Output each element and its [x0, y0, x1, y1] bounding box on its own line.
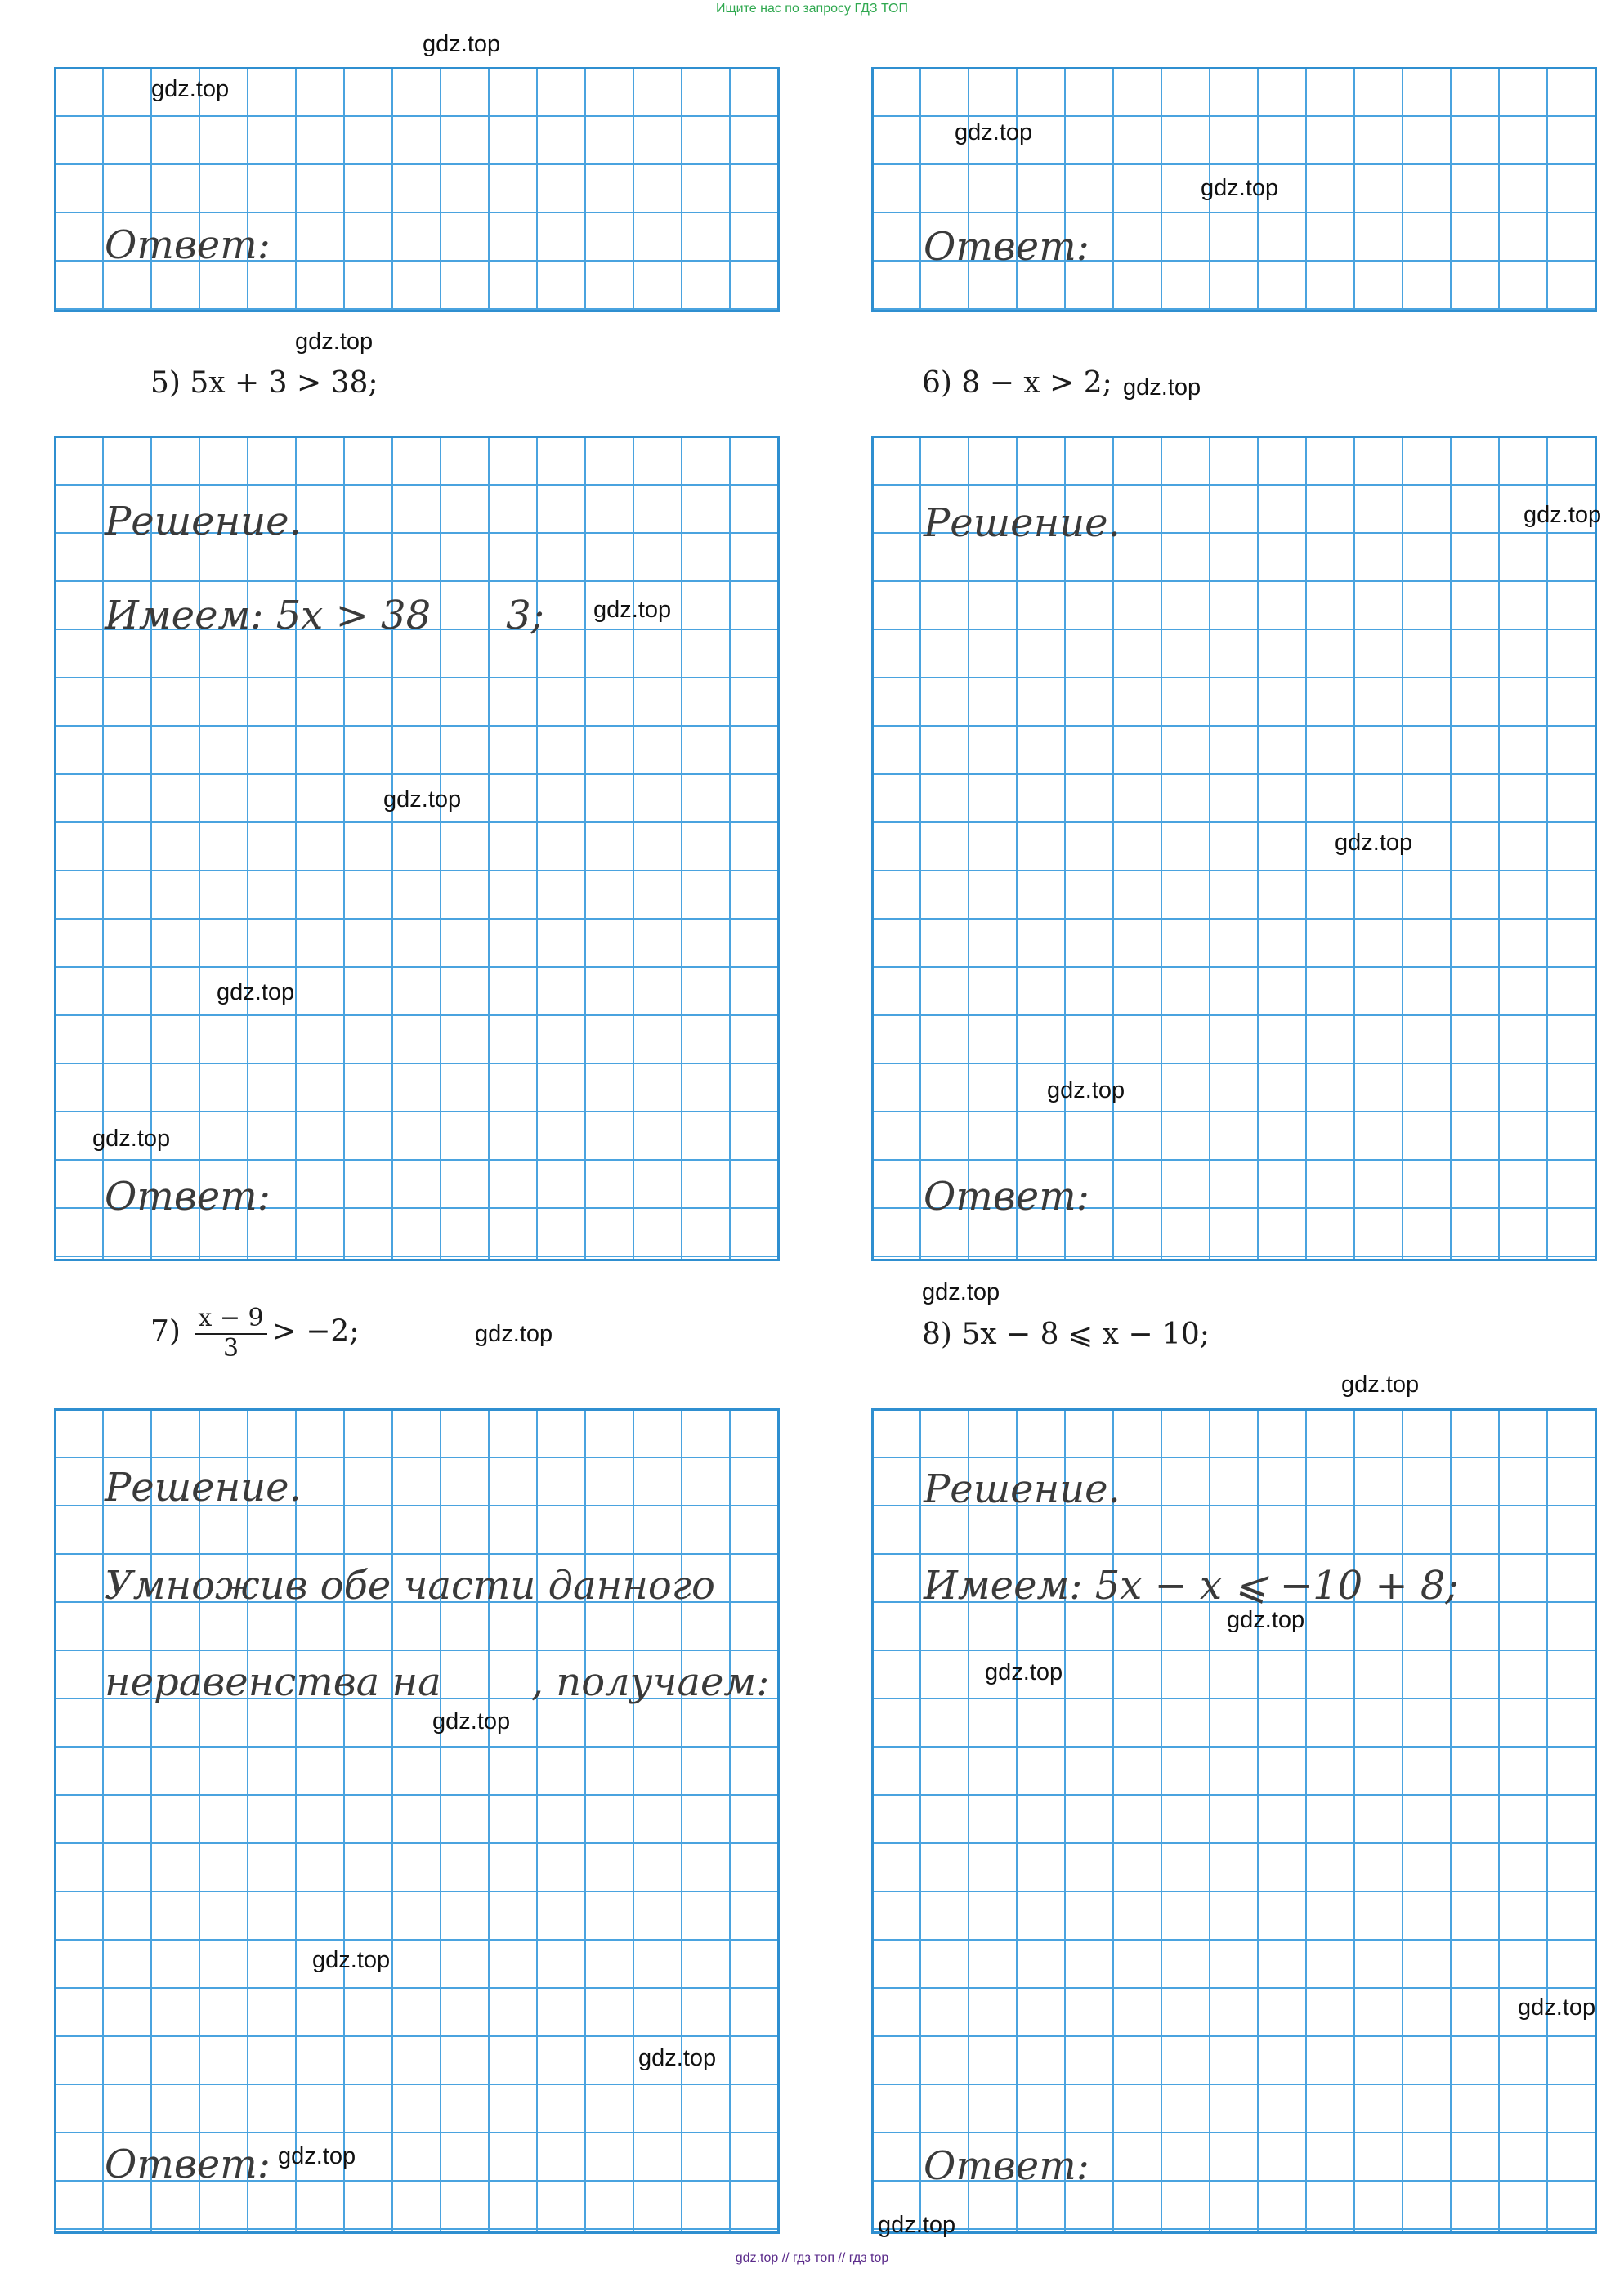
fraction [195, 1305, 266, 1363]
fraction-denominator: 3 [222, 1333, 239, 1363]
work-line [105, 593, 544, 638]
task-5 [150, 366, 378, 400]
watermark-link[interactable]: gdz.top [955, 119, 1033, 145]
work-line [105, 1659, 769, 1705]
watermark-link[interactable]: gdz.top [638, 2045, 717, 2071]
top-banner[interactable]: Ищите нас по запросу ГДЗ ТОП [716, 2, 908, 16]
watermark-link[interactable]: gdz.top [1518, 1994, 1596, 2021]
solution-label: Решение. [924, 500, 1121, 546]
watermark-link[interactable]: gdz.top [1201, 175, 1279, 201]
watermark-link[interactable]: gdz.top [1047, 1077, 1125, 1103]
task-number: 5) [150, 366, 190, 400]
watermark-link[interactable]: gdz.top [217, 979, 295, 1005]
watermark-link[interactable]: gdz.top [92, 1126, 171, 1152]
solution-label: Решение. [105, 1465, 302, 1511]
grid-box-task-6 [871, 436, 1597, 1261]
watermark-link[interactable]: gdz.top [878, 2212, 956, 2238]
work-text: неравенства на [105, 1659, 441, 1705]
watermark-link[interactable]: gdz.top [312, 1947, 391, 1973]
bottom-banner[interactable]: gdz.top // гдз топ // гдз top [735, 2251, 889, 2265]
grid-box-answer-4 [54, 67, 780, 312]
grid-box-task-7 [54, 1408, 780, 2234]
grid-box-task-8 [871, 1408, 1597, 2234]
solution-label: Решение. [105, 499, 302, 544]
task-8 [922, 1318, 1210, 1351]
watermark-link[interactable]: gdz.top [295, 329, 374, 355]
answer-label: Ответ: [924, 2143, 1089, 2189]
answer-label: Ответ: [105, 1174, 271, 1220]
watermark-link[interactable]: gdz.top [423, 31, 501, 57]
watermark-link[interactable]: gdz.top [1523, 502, 1602, 528]
watermark-link[interactable]: gdz.top [1341, 1372, 1420, 1398]
task-expression: 5x + 3 > 38; [190, 366, 378, 400]
answer-label: Ответ: [924, 224, 1089, 270]
watermark-link[interactable]: gdz.top [151, 76, 230, 102]
watermark-link[interactable]: gdz.top [1227, 1607, 1305, 1633]
answer-label: Ответ: [105, 2142, 271, 2187]
work-line: Имеем: 5x − x ⩽ −10 + 8; [924, 1563, 1459, 1609]
watermark-link[interactable]: gdz.top [922, 1279, 1000, 1305]
task-number: 7) [150, 1314, 190, 1349]
task-number: 8) [922, 1318, 962, 1351]
watermark-link[interactable]: gdz.top [593, 597, 672, 623]
task-expression: 8 − x > 2; [961, 366, 1112, 400]
answer-label: Ответ: [924, 1174, 1089, 1220]
fraction-numerator: x − 9 [195, 1305, 266, 1335]
task-7 [150, 1305, 359, 1363]
task-expression: > −2; [271, 1314, 360, 1349]
work-line: Умножив обе части данного [105, 1563, 715, 1609]
answer-label: Ответ: [105, 222, 271, 268]
watermark-link[interactable]: gdz.top [985, 1659, 1063, 1685]
task-number: 6) [922, 366, 962, 400]
watermark-link[interactable]: gdz.top [383, 786, 462, 812]
watermark-link[interactable]: gdz.top [1123, 374, 1201, 401]
task-6 [922, 366, 1112, 400]
watermark-link[interactable]: gdz.top [475, 1321, 553, 1347]
watermark-link[interactable]: gdz.top [278, 2143, 356, 2169]
solution-label: Решение. [924, 1466, 1121, 1512]
work-text: , получаем: [530, 1659, 770, 1705]
watermark-link[interactable]: gdz.top [432, 1708, 511, 1735]
work-text: 3; [506, 593, 544, 638]
task-expression: 5x − 8 ⩽ x − 10; [961, 1318, 1210, 1351]
watermark-link[interactable]: gdz.top [1335, 830, 1413, 856]
work-text: Имеем: 5x > 38 [105, 593, 432, 638]
